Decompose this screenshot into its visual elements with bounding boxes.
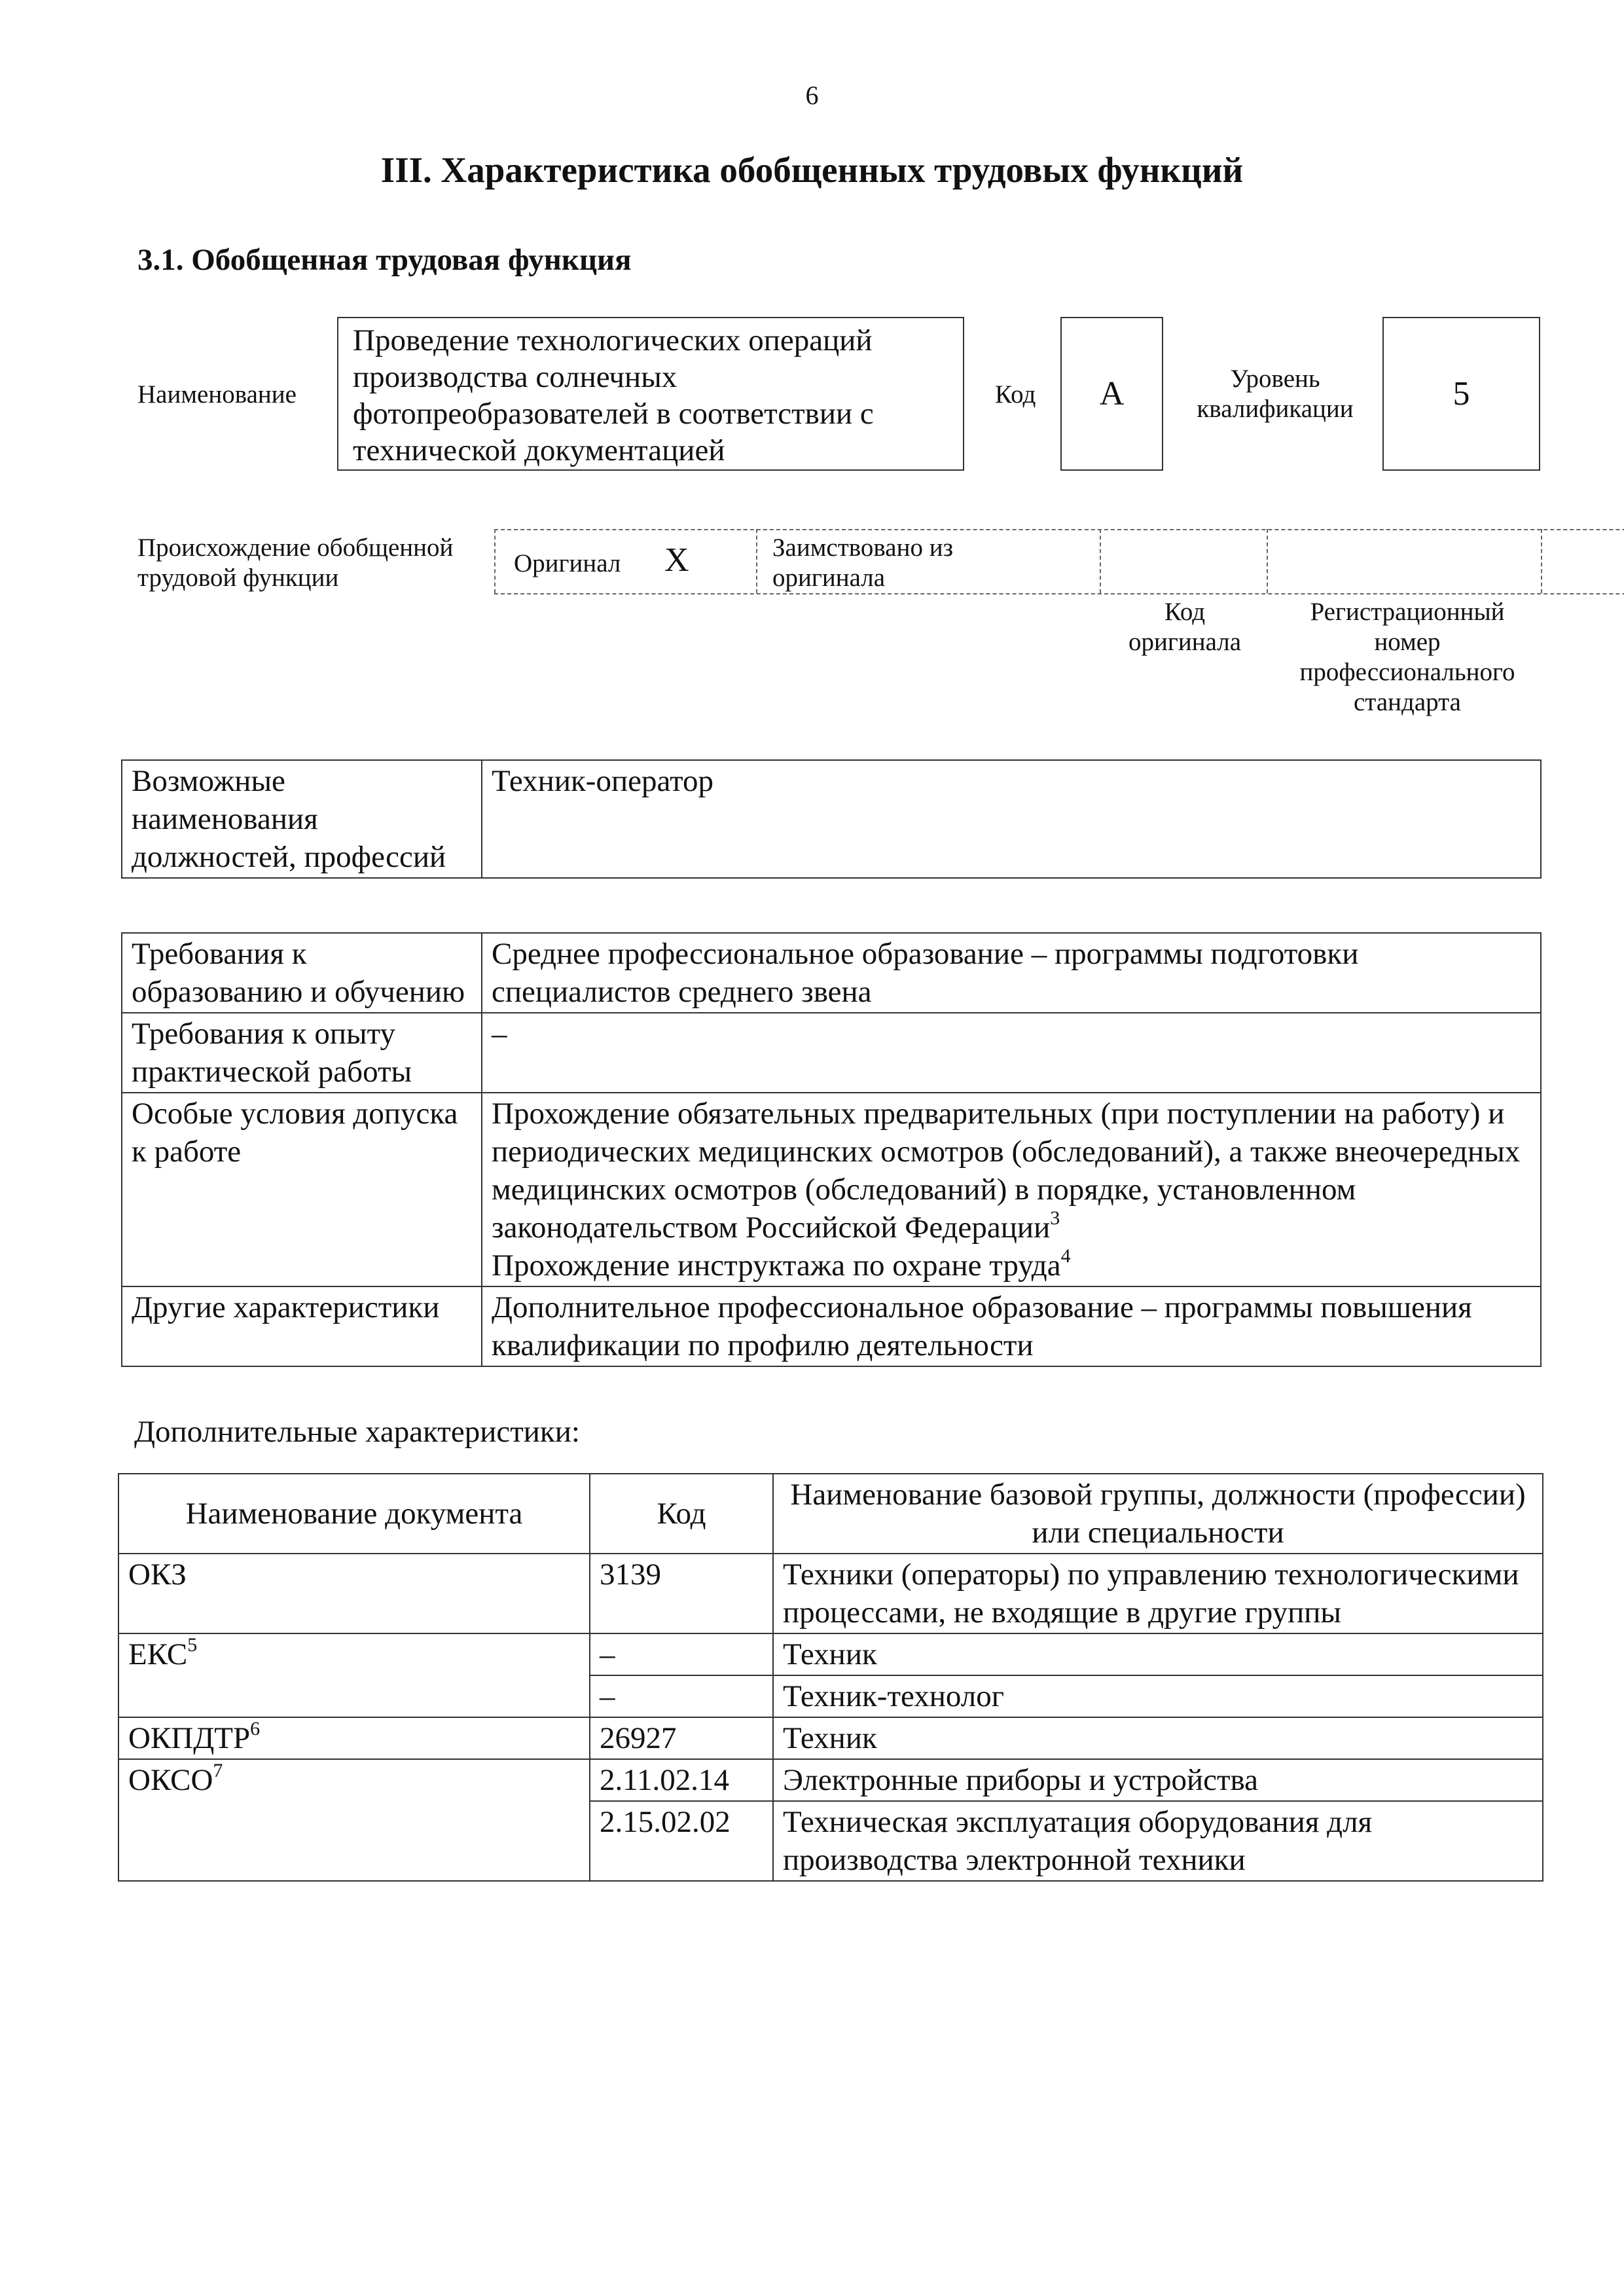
code-box — [1060, 317, 1163, 471]
subsection-title: 3.1. Обобщенная трудовая функция — [137, 243, 632, 277]
original-mark: Х — [664, 541, 689, 579]
origin-left-line — [494, 529, 496, 593]
code-value: А — [1099, 375, 1125, 412]
origin-right-line — [1541, 529, 1542, 593]
doc-cell — [118, 1554, 590, 1633]
page-number: 6 — [805, 81, 819, 110]
table-row — [122, 933, 1541, 1013]
doc-name: ОКСО — [128, 1763, 213, 1797]
code-cell: 2.15.02.02 — [590, 1801, 773, 1881]
table-header-row — [118, 1474, 1543, 1554]
name-label: Наименование — [137, 380, 297, 409]
function-name-value: Проведение технологических операций производства солнечных фотопреобразователей в соответствии с технической документацией — [353, 323, 874, 467]
table-row — [118, 1759, 1543, 1801]
positions-table — [121, 759, 1542, 879]
original-label: Оригинал — [514, 549, 621, 577]
group-name-cell: Техник — [773, 1633, 1543, 1675]
footnote-mark: 5 — [187, 1634, 198, 1656]
code-cell: 26927 — [590, 1717, 773, 1759]
doc-name: ЕКС — [128, 1637, 188, 1671]
requirements-table — [121, 932, 1542, 1367]
requirement-value: Прохождение обязательных предварительных (при поступлении на работу) и периодических медицинских осмотров (обследований), а также внеочередных медицинских осмотров (обследований) в порядке, установленном законодательством Российской Федерации — [492, 1097, 1521, 1245]
doc-cell — [118, 1717, 590, 1759]
level-label: Уровень квалификации — [1197, 365, 1354, 423]
table-row — [118, 1554, 1543, 1633]
borrowed-label: Заимствовано из оригинала — [772, 534, 954, 592]
code-cell: 2.11.02.14 — [590, 1759, 773, 1801]
origin-divider-3 — [1267, 529, 1268, 593]
group-name-cell: Техник — [773, 1717, 1543, 1759]
table-row — [118, 1717, 1543, 1759]
code-cell: – — [590, 1633, 773, 1675]
requirement-label: Особые условия допуска к работе — [122, 1093, 482, 1286]
origin-divider-2 — [1100, 529, 1101, 593]
function-name-box — [337, 317, 964, 471]
section-title: III. Характеристика обобщенных трудовых функций — [380, 150, 1244, 190]
original-code-caption: Код оригинала — [1128, 598, 1242, 656]
footnote-mark: 4 — [1060, 1245, 1071, 1267]
requirement-value: Дополнительное профессиональное образование – программы повышения квалификации по профилю деятельности — [482, 1286, 1541, 1366]
additional-title: Дополнительные характеристики: — [134, 1415, 580, 1449]
origin-divider-1 — [756, 529, 757, 593]
doc-cell — [118, 1633, 590, 1717]
footnote-mark: 6 — [250, 1718, 261, 1740]
group-name-cell: Техническая эксплуатация оборудования для производства электронной техники — [773, 1801, 1543, 1881]
table-row — [122, 1093, 1541, 1286]
origin-bottom-line — [494, 593, 1624, 594]
column-header: Код — [590, 1474, 773, 1554]
reg-number-caption: Регистрационный номер профессионального стандарта — [1299, 598, 1515, 716]
table-row — [122, 760, 1541, 878]
group-name-cell: Техники (операторы) по управлению технологическими процессами, не входящие в другие группы — [773, 1554, 1543, 1633]
code-label: Код — [995, 380, 1036, 409]
group-name-cell: Техник-технолог — [773, 1675, 1543, 1717]
code-cell: 3139 — [590, 1554, 773, 1633]
doc-name: ОКЗ — [128, 1558, 187, 1592]
code-cell: – — [590, 1675, 773, 1717]
requirement-label: Требования к опыту практической работы — [122, 1013, 482, 1093]
requirement-label: Другие характеристики — [122, 1286, 482, 1366]
table-row — [122, 1286, 1541, 1366]
requirement-value-2: Прохождение инструктажа по охране труда — [492, 1248, 1061, 1283]
origin-label: Происхождение обобщенной трудовой функции — [137, 534, 454, 592]
column-header: Наименование базовой группы, должности (профессии) или специальности — [773, 1474, 1543, 1554]
positions-label: Возможные наименования должностей, профессий — [122, 760, 482, 878]
requirement-value: – — [482, 1013, 1541, 1093]
group-name-cell: Электронные приборы и устройства — [773, 1759, 1543, 1801]
level-value: 5 — [1453, 375, 1470, 412]
column-header: Наименование документа — [118, 1474, 590, 1554]
requirement-label: Требования к образованию и обучению — [122, 933, 482, 1013]
doc-cell — [118, 1759, 590, 1881]
additional-table — [118, 1473, 1543, 1882]
requirement-value-cell — [482, 1093, 1541, 1286]
positions-value: Техник-оператор — [482, 760, 1541, 878]
level-box — [1382, 317, 1540, 471]
requirement-value: Среднее профессиональное образование – программы подготовки специалистов среднего звена — [482, 933, 1541, 1013]
origin-top-line — [494, 529, 1624, 530]
table-row — [122, 1013, 1541, 1093]
table-row — [118, 1633, 1543, 1675]
footnote-mark: 7 — [213, 1760, 223, 1781]
doc-name: ОКПДТР — [128, 1721, 251, 1755]
footnote-mark: 3 — [1050, 1207, 1060, 1229]
